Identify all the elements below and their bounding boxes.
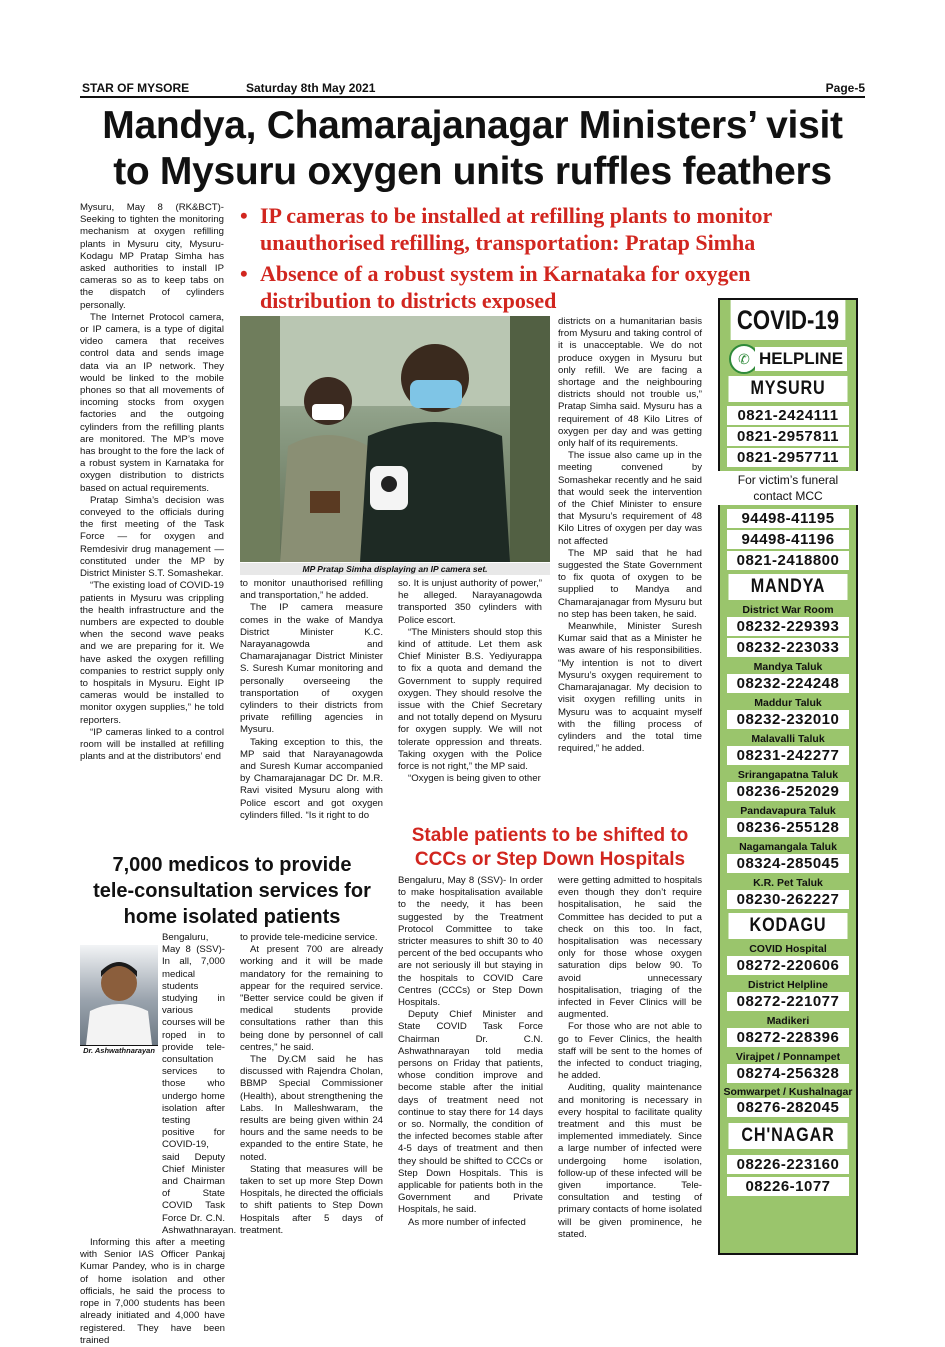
phone-number: 08274-256328: [727, 1064, 849, 1083]
phone-number: 94498-41196: [727, 530, 849, 549]
paragraph: Meanwhile, Minister Suresh Kumar said that as a Minister he was aware of his responsibilities. “My intention is not to divert Mysuru’s oxygen requirement to Chamarajanagar. My decision to visit oxygen refilling units in Mysuru was to acquaint myself with the filling process of cylinders and the total time required,” he added.: [558, 621, 702, 755]
phone-number: 08324-285045: [727, 854, 849, 873]
paragraph: Informing this after a meeting with Senior IAS Officer Pankaj Kumar Pandey, who is in charge of home isolation and other officials, he said the process to rope in 7,000 students has been already initiated and 4,000 have registered. They have been trained: [80, 1237, 225, 1346]
helpline-subtitle: HELPLINE: [755, 347, 847, 371]
story2-col1: [80, 932, 237, 1347]
portrait-caption: Dr. Ashwathnarayan: [80, 1045, 158, 1055]
story2-col2: [240, 932, 383, 1237]
paragraph: to provide tele-medicine service.: [240, 932, 378, 943]
phone-number: 08226-1077: [727, 1177, 849, 1196]
main-headline: [70, 103, 875, 195]
main-headline-line1: Mandya, Chamarajanagar Ministers’ visit: [102, 104, 843, 147]
paragraph: “Oxygen is being given to other: [408, 773, 541, 785]
entry-label: Somwarpet / Kushalnagar: [723, 1086, 853, 1098]
paragraph: Bengaluru, May 8 (SSV)- In order to make hospitalisation available to the needy, it has been suggested by the Treatment Protocol Committee to take stricter measures to shift 30 to 40 percent of the bed occupants who are not seriously ill but staying in the hospitals to COVID Care Centres (CCCs) or Step Down Hospitals.: [398, 875, 543, 1009]
paragraph: The Internet Protocol camera, or IP camera, is a type of digital video camera that receives control data and sends image data via an IP network. They would be linked to the mobile phones so that all movements of incoming stocks from oxygen factories and the outgoing cylinders from the refilling plants are monitored. The MP’s move has brought to the fore the lack of a robust system in Karnataka for oxygen distribution to districts based on actual requirements.: [80, 311, 224, 494]
phone-number: 0821-2957711: [727, 448, 849, 467]
entry-label: Malavalli Taluk: [751, 733, 825, 745]
helpline-subtitle-row: [724, 344, 852, 374]
paragraph: “The Ministers should stop this kind of attitude. Let them ask Chief Minister B.S. Yediyurappa to fix a quota and demand the Government to supply required oxygen. They should resolve the issue with the Chief Secretary and not totally depend on Mysuru for oxygen supply. We will not tolerate oppression and threats. Taking oxygen with the Police force is not right,” the MP said.: [398, 626, 542, 773]
phone-number: 08232-223033: [727, 638, 849, 657]
phone-number: 08226-223160: [727, 1155, 849, 1174]
story1-col4: [558, 316, 702, 755]
entry-label: K.R. Pet Taluk: [753, 877, 823, 889]
bullet-item: • IP cameras to be installed at refilling plants to monitor unauthorised refilling, transportation: Pratap Simha: [240, 203, 772, 255]
entry-label: District War Room: [742, 604, 834, 616]
phone-number: 08232-224248: [727, 674, 849, 693]
paragraph: The MP said that he had suggested the State Government to fix quota of oxygen to be supplied to Mandya and Chamarajanagar from Mysuru but no step has been taken, he said.: [558, 547, 702, 620]
story3-col1: [398, 875, 543, 1229]
paragraph: For those who are not able to go to Fever Clinics, the health staff will be sent to the homes of the infected to conduct triaging, he added.: [558, 1021, 702, 1082]
phone-number: 0821-2957811: [727, 427, 849, 446]
phone-number: 08232-232010: [727, 710, 849, 729]
paragraph: were getting admitted to hospitals even though they don’t require hospitalisation, he said the Committee has decided to put a check on this too. In fact, hospitalisation was necessary only for those whose oxygen saturation dips below 90. To avoid unnecessary hospitalisation, triaging of the infected in Fever Clinics will be augmented.: [558, 875, 702, 1021]
header-rule: [80, 96, 865, 98]
page-number: Page-5: [825, 81, 865, 95]
phone-icon: ✆: [729, 344, 759, 374]
paragraph: “IP cameras linked to a control room will be installed at refilling plants and at the distributors’ end: [80, 726, 224, 763]
story1-col2: [240, 578, 383, 822]
section-mandya: MANDYA: [729, 574, 848, 600]
newspaper-name: STAR OF MYSORE: [82, 81, 190, 95]
news-photo: [240, 316, 550, 562]
story1-col1: [80, 202, 224, 763]
paragraph: Deputy Chief Minister and State COVID Task Force Chairman Dr. C.N. Ashwathnarayan told media persons on Friday that patients, whose condition improve and become stable after the initial days of treatment need not continue to stay there for 14 days or so. Normally, the condition of the infected becomes stable after 4-5 days of treatment and then they should be shifted to CCCs or Step Down Hospitals. This is applicable for patients both in the Government and Private Hospitals, he said.: [398, 1009, 543, 1216]
entry-label: Virajpet / Ponnampet: [735, 1051, 841, 1063]
photo-illustration: [240, 316, 550, 562]
entry-label: Madikeri: [766, 1015, 810, 1027]
issue-date: Saturday 8th May 2021: [246, 81, 376, 95]
entry-label: Maddur Taluk: [754, 697, 822, 709]
phone-number: 08236-255128: [727, 818, 849, 837]
paragraph: At present 700 are already working and it will be made mandatory for the remaining to appear for the required service. "Better service could be given if medical students provide consultations rather than this being done by personnel of call centres," he said.: [240, 944, 383, 1053]
helpline-title: COVID-19: [731, 300, 846, 340]
paragraph: Mysuru, May 8 (RK&BCT)- Seeking to tighten the monitoring mechanism at oxygen refilling plants in Mysuru city, Mysuru-Kodagu MP Pratap Simha has asked authorities to install IP cameras so as to keep tabs on the dispatch of cylinders personally.: [80, 202, 224, 311]
funeral-note: For victim’s funeral contact MCC: [718, 471, 858, 505]
story3-col2: [558, 875, 702, 1241]
paragraph: to monitor unauthorised refilling and transportation,” he added.: [240, 578, 383, 602]
paragraph: The issue also came up in the meeting convened by Somashekar recently and he said that would seek the intervention of the Chief Minister to ensure that Mysuru’s requirement of 48 Kilo Litres of oxygen per day was not affected: [558, 450, 702, 547]
phone-number: 94498-41195: [727, 509, 849, 528]
entry-label: Srirangapatna Taluk: [737, 769, 839, 781]
paragraph: “The existing load of COVID-19 patients in Mysuru was crippling the health infrastructure and the numbers are expected to double when the second wave peaks and we are preparing for it. We have asked the oxygen refilling companies to restrict supply only to hospitals in Mysuru. Eight IP cameras would be installed to monitor oxygen supplies,” he told reporters.: [80, 580, 224, 726]
paragraph: so. It is unjust authority of power,” he alleged. Narayanagowda transported 350 cylinders with Police escort.: [398, 578, 542, 626]
paragraph: The IP camera measure comes in the wake of Mandya District Minister K.C. Narayanagowda and Chamarajanagar District Minister S. Suresh Kumar monitoring and personally overseeing the transportation of oxygen cylinders to their districts from private refilling agencies in Mysuru.: [240, 602, 383, 736]
phone-number: 08232-229393: [727, 617, 849, 636]
paragraph: Stating that measures will be taken to set up more Step Down Hospitals, he directed the officials to shift patients to Step Down Hospitals after 5 days of treatment.: [240, 1163, 383, 1236]
story2-headline: 7,000 medicos to provide tele-consultation services for home isolated patients: [93, 854, 371, 928]
phone-number: 0821-2424111: [727, 406, 849, 425]
paragraph: Auditing, quality maintenance and monitoring is necessary in every hospital to facilitate quality treatment and this must be implemented immediately. Since a large number of infected were undergoing home isolation, follow-up of these infected will be given importance. Tele-consultation and testing of primary contacts of home isolated will be given prominence, he stated.: [558, 1082, 702, 1240]
section-mysuru: MYSURU: [729, 376, 848, 402]
phone-number: 08236-252029: [727, 782, 849, 801]
story1-col3: [398, 578, 542, 785]
phone-number: 08230-262227: [727, 890, 849, 909]
phone-number: 08272-220606: [727, 956, 849, 975]
section-kodagu: KODAGU: [729, 913, 848, 939]
paragraph: As more number of infected: [408, 1216, 526, 1228]
phone-number: 08231-242277: [727, 746, 849, 765]
paragraph: Bengaluru, May 8 (SSV)- In all, 7,000 medical students studying in various courses will be roped in to provide tele-consultation services to those who undergo home isolation after testing positive for COVID-19, said Deputy Chief Minister and Chairman of State COVID Task Force Dr. C.N. Ashwathnarayan.: [162, 932, 237, 1236]
entry-label: District Helpline: [748, 979, 828, 991]
paragraph: Pratap Simha’s decision was conveyed to the officials during the first meeting of the Task Force — for oxygen and Remdesivir drug management — constituted under the MP by District Minister S.T. Somashekar.: [80, 494, 224, 580]
phone-number: 08272-228396: [727, 1028, 849, 1047]
main-headline-line2: to Mysuru oxygen units ruffles feathers: [113, 150, 832, 193]
entry-label: Mandya Taluk: [753, 661, 823, 673]
photo-caption: MP Pratap Simha displaying an IP camera set.: [240, 563, 550, 575]
section-chnagar: CH'NAGAR: [729, 1123, 848, 1149]
phone-number: 08276-282045: [727, 1098, 849, 1117]
story3-headline: Stable patients to be shifted to CCCs or Step Down Hospitals: [411, 825, 689, 870]
paragraph: Taking exception to this, the MP said that Narayanagowda and Suresh Kumar accompanied by Chamarajanagar DC Dr. M.R. Ravi visited Mysuru along with Police escort and got oxygen cylinders filled. “Is it right to do: [240, 736, 383, 821]
phone-number: 0821-2418800: [727, 551, 849, 570]
entry-label: COVID Hospital: [749, 943, 827, 955]
covid-helpline-panel: [718, 298, 858, 1255]
phone-number: 08272-221077: [727, 992, 849, 1011]
paragraph: districts on a humanitarian basis from Mysuru and taking control of it is unacceptable. We do not produce oxygen in Mysuru but only refill. We are facing a shortage and the neighbouring districts should not trouble us,” Pratap Simha said. Mysuru has a requirement of 48 Kilo Litres of oxygen per day and was getting only half of its requirements.: [558, 316, 702, 450]
bullet-item: • Absence of a robust system in Karnataka for oxygen distribution to districts exposed: [240, 261, 751, 313]
entry-label: Pandavapura Taluk: [740, 805, 836, 817]
entry-label: Nagamangala Taluk: [739, 841, 837, 853]
paragraph: The Dy.CM said he has discussed with Rajendra Cholan, BBMP Special Commissioner (Health), about strengthening the Labs. In Malleshwaram, the results are being given within 24 hours and the same needs to be expanded to the entire State, he noted.: [240, 1054, 383, 1163]
